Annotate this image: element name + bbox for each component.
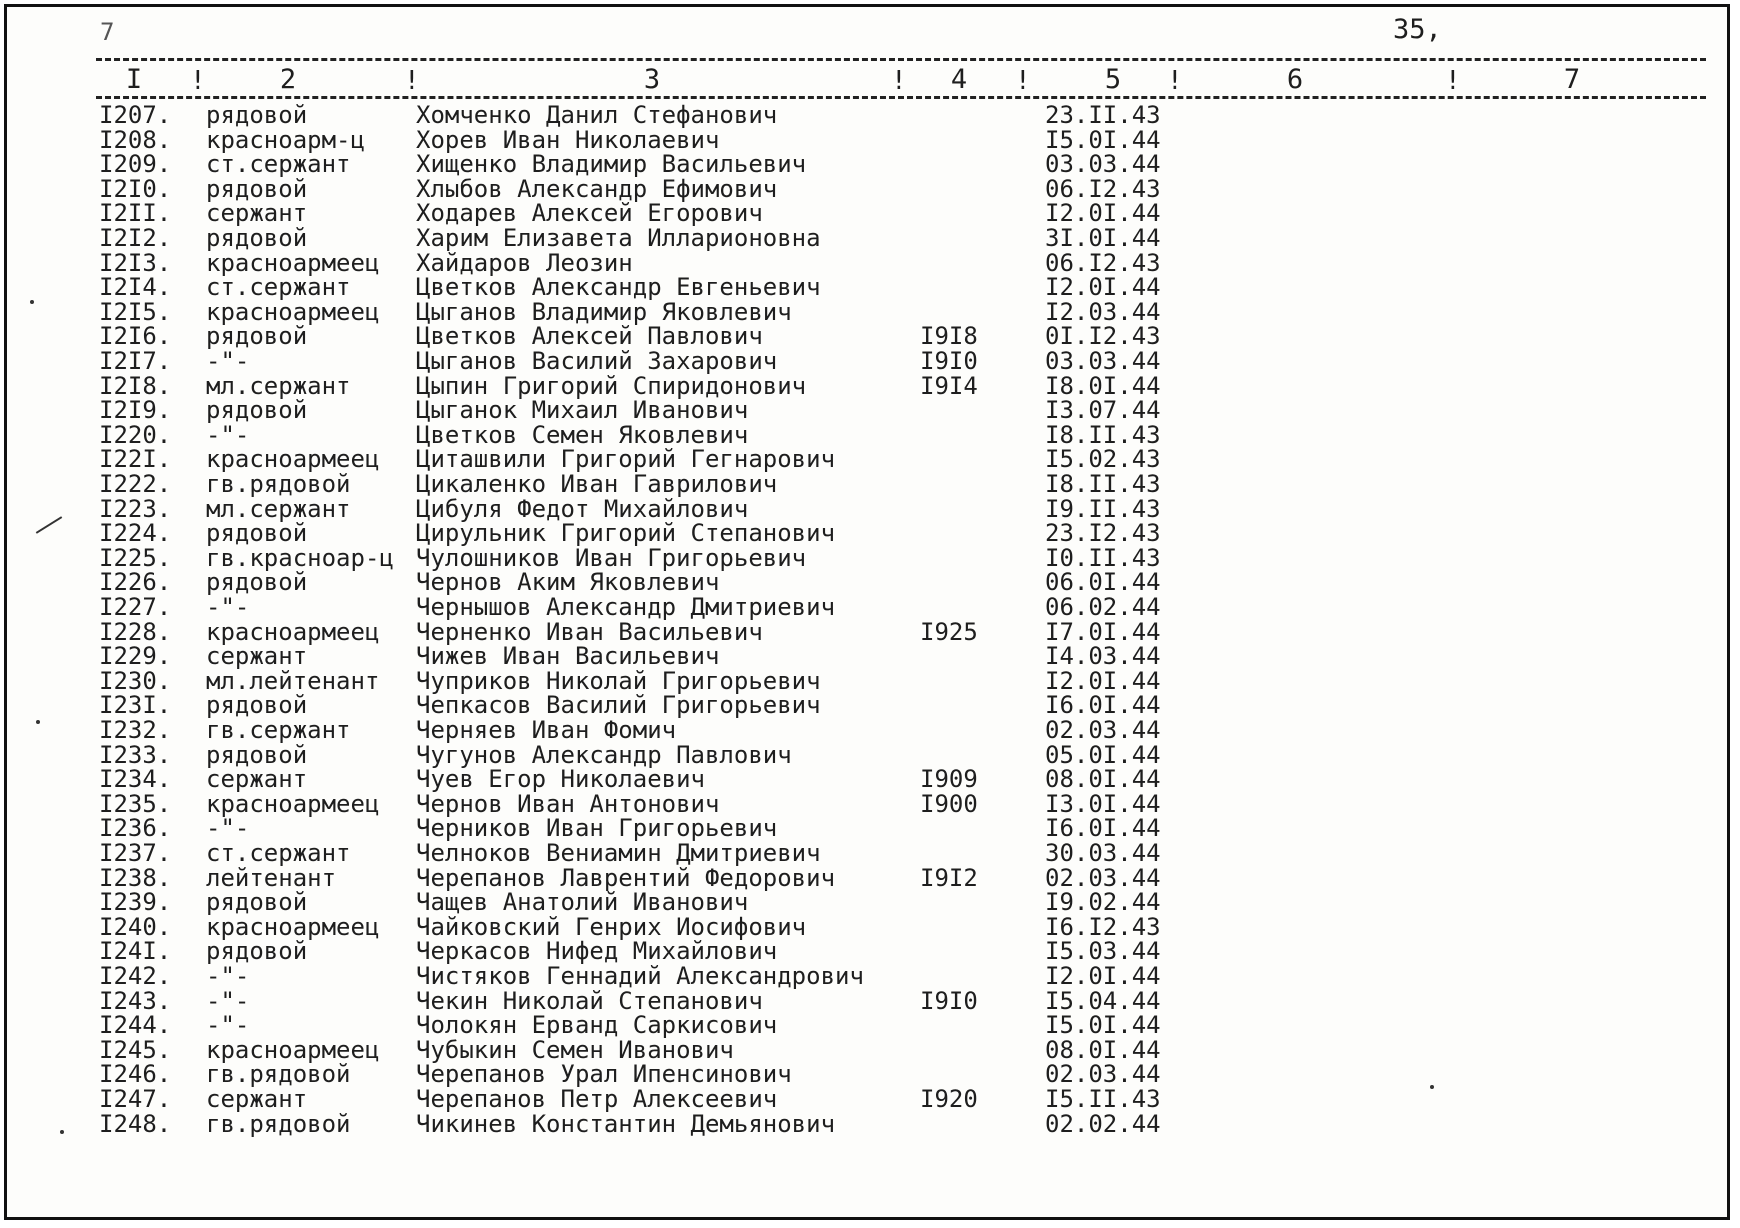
birth-year: I9I4 [920,371,978,400]
full-name: Чуев Егор Николаевич [416,765,705,794]
record-number: I2I9. [99,396,172,425]
record-date: 05.0I.44 [1045,740,1161,769]
paper-speck [1430,1085,1434,1089]
table-row [0,297,1740,326]
full-name: Цыпин Григорий Спиридонович [416,371,807,400]
military-rank: красноармеец [206,789,380,818]
table-row [0,986,1740,1015]
record-date: I3.07.44 [1045,396,1161,425]
header-bottom-rule [96,96,1706,99]
record-date: 03.03.44 [1045,347,1161,375]
birth-year: I920 [920,1085,978,1113]
military-rank: рядовой [206,740,308,769]
military-rank: красноармеец [206,248,380,277]
record-number: I244. [99,1011,172,1040]
full-name: Хищенко Владимир Васильевич [416,150,807,179]
military-rank: сержант [206,765,308,794]
record-number: I233. [99,740,172,769]
military-rank: гв.красноар-ц [206,543,394,572]
military-rank: ст.сержант [206,150,351,179]
record-number: I223. [99,494,172,523]
record-number: I2II. [99,199,172,228]
full-name: Черепанов Урал Ипенсинович [416,1060,792,1089]
military-rank: гв.рядовой [206,1060,351,1089]
full-name: Цветков Семен Яковлевич [416,420,749,449]
table-row [0,617,1740,646]
full-name: Хомченко Данил Стефанович [416,101,778,129]
record-number: I208. [99,125,172,154]
record-number: I235. [99,789,172,818]
full-name: Цибуля Федот Михайлович [416,494,749,523]
record-date: 06.I2.43 [1045,248,1161,277]
record-number: I2I4. [99,273,172,302]
full-name: Челноков Вениамин Дмитриевич [416,839,821,867]
military-rank: -"- [206,814,250,843]
full-name: Хорев Иван Николаевич [416,125,720,154]
table-row [0,595,1740,620]
record-number: I245. [99,1035,172,1064]
record-date: I2.0I.44 [1045,273,1161,302]
record-number: I237. [99,839,172,867]
paper-speck [60,1130,64,1134]
full-name: Чугунов Александр Павлович [416,740,792,769]
full-name: Чащев Анатолий Иванович [416,888,749,917]
record-date: I9.02.44 [1045,888,1161,917]
record-number: I2I5. [99,297,172,326]
table-row [0,349,1740,374]
paper-speck [30,300,34,304]
military-rank: гв.рядовой [206,470,351,498]
birth-year: I909 [920,765,978,794]
table-row [0,543,1740,572]
full-name: Цветков Александр Евгеньевич [416,273,821,302]
record-date: I5.03.44 [1045,937,1161,966]
table-row [0,174,1740,203]
record-date: I6.0I.44 [1045,814,1161,843]
record-date: I8.II.43 [1045,470,1161,498]
table-row [0,248,1740,277]
record-number: I234. [99,765,172,794]
record-number: I207. [99,101,172,129]
full-name: Чикинев Константин Демьянович [416,1109,836,1138]
military-rank: рядовой [206,519,308,548]
table-row [0,718,1740,743]
full-name: Харим Елизавета Илларионовна [416,224,821,252]
full-name: Цикаленко Иван Гаврилович [416,470,778,498]
record-number: I238. [99,863,172,892]
record-date: 23.II.43 [1045,101,1161,129]
military-rank: сержант [206,642,308,671]
military-rank: рядовой [206,174,308,203]
record-number: I242. [99,962,172,990]
military-rank: -"- [206,420,250,449]
record-date: 02.03.44 [1045,863,1161,892]
column-header-4: 4 [950,64,968,95]
record-date: I5.0I.44 [1045,125,1161,154]
birth-year: I900 [920,789,978,818]
column-separator: ! [404,66,420,96]
record-number: I2I8. [99,371,172,400]
column-separator: ! [891,66,907,96]
full-name: Черепанов Лаврентий Федорович [416,863,836,892]
table-row [0,494,1740,523]
record-date: I4.03.44 [1045,642,1161,671]
military-rank: лейтенант [206,863,337,892]
table-row [0,666,1740,695]
record-date: I3.0I.44 [1045,789,1161,818]
column-separator: ! [1015,66,1031,96]
column-header-7: 7 [1563,64,1581,95]
table-row [0,125,1740,154]
column-separator: ! [1445,66,1461,96]
table-row [0,939,1740,964]
military-rank: рядовой [206,322,308,351]
record-number: I2I6. [99,322,172,351]
table-row [0,570,1740,595]
military-rank: рядовой [206,691,308,720]
record-number: I226. [99,568,172,597]
table-row [0,816,1740,841]
military-rank: -"- [206,962,250,990]
record-number: I2I7. [99,347,172,375]
table-row [0,226,1740,251]
record-number: I24I. [99,937,172,966]
record-number: I2I3. [99,248,172,277]
military-rank: красноармеец [206,297,380,326]
table-row [0,1062,1740,1087]
military-rank: -"- [206,347,250,375]
record-date: 0I.I2.43 [1045,322,1161,351]
full-name: Чайковский Генрих Иосифович [416,912,807,941]
full-name: Циташвили Григорий Гегнарович [416,445,836,474]
record-number: I2I0. [99,174,172,203]
record-date: I6.0I.44 [1045,691,1161,720]
record-date: 02.03.44 [1045,1060,1161,1089]
table-row [0,912,1740,941]
record-number: I240. [99,912,172,941]
record-date: I2.03.44 [1045,297,1161,326]
military-rank: красноармеец [206,617,380,646]
full-name: Чернышов Александр Дмитриевич [416,593,836,621]
column-separator: ! [190,66,206,96]
table-row [0,420,1740,449]
record-date: 23.I2.43 [1045,519,1161,548]
record-date: I5.II.43 [1045,1085,1161,1113]
column-header-5: 5 [1104,64,1122,95]
column-separator: ! [1167,66,1183,96]
birth-year: I9I8 [920,322,978,351]
table-row [0,841,1740,866]
record-date: I0.II.43 [1045,543,1161,572]
record-date: I5.04.44 [1045,986,1161,1015]
full-name: Чолокян Ерванд Саркисович [416,1011,778,1040]
record-date: 06.02.44 [1045,593,1161,621]
record-number: I247. [99,1085,172,1113]
full-name: Черняев Иван Фомич [416,716,677,744]
military-rank: рядовой [206,568,308,597]
record-date: I9.II.43 [1045,494,1161,523]
column-header-6: 6 [1286,64,1304,95]
birth-year: I9I2 [920,863,978,892]
record-number: I227. [99,593,172,621]
full-name: Цыганов Владимир Яковлевич [416,297,792,326]
military-rank: -"- [206,593,250,621]
military-rank: гв.рядовой [206,1109,351,1138]
table-row [0,103,1740,128]
full-name: Чулошников Иван Григорьевич [416,543,807,572]
full-name: Черников Иван Григорьевич [416,814,778,843]
military-rank: сержант [206,1085,308,1113]
full-name: Черепанов Петр Алексеевич [416,1085,778,1113]
military-rank: -"- [206,1011,250,1040]
record-date: I5.0I.44 [1045,1011,1161,1040]
table-row [0,1109,1740,1138]
record-date: I6.I2.43 [1045,912,1161,941]
record-date: I8.0I.44 [1045,371,1161,400]
military-rank: рядовой [206,396,308,425]
table-row [0,447,1740,472]
page-number: 35, [1393,14,1442,45]
full-name: Чижев Иван Васильевич [416,642,720,671]
table-row [0,201,1740,226]
record-number: I232. [99,716,172,744]
full-name: Чуприков Николай Григорьевич [416,666,821,695]
header-top-rule [96,58,1706,61]
record-number: I220. [99,420,172,449]
table-row [0,324,1740,349]
table-row [0,521,1740,546]
table-row [0,275,1740,300]
full-name: Чепкасов Василий Григорьевич [416,691,821,720]
record-number: I23I. [99,691,172,720]
table-row [0,371,1740,400]
full-name: Черкасов Нифед Михайлович [416,937,778,966]
table-row [0,644,1740,669]
record-date: I7.0I.44 [1045,617,1161,646]
military-rank: мл.лейтенант [206,666,380,695]
column-header-1: I [125,64,143,95]
column-header-3: 3 [643,64,661,95]
record-number: I236. [99,814,172,843]
military-rank: рядовой [206,101,308,129]
military-rank: -"- [206,986,250,1015]
military-rank: красноармеец [206,912,380,941]
full-name: Ходарев Алексей Егорович [416,199,763,228]
record-number: I209. [99,150,172,179]
full-name: Черненко Иван Васильевич [416,617,763,646]
military-rank: сержант [206,199,308,228]
full-name: Хлыбов Александр Ефимович [416,174,778,203]
military-rank: рядовой [206,937,308,966]
table-row [0,472,1740,497]
table-row [0,1013,1740,1038]
column-header-2: 2 [279,64,297,95]
record-date: 08.0I.44 [1045,1035,1161,1064]
military-rank: ст.сержант [206,273,351,302]
record-date: I8.II.43 [1045,420,1161,449]
table-row [0,863,1740,892]
record-date: 02.02.44 [1045,1109,1161,1138]
table-row [0,740,1740,769]
record-date: I2.0I.44 [1045,199,1161,228]
full-name: Чернов Иван Антонович [416,789,720,818]
birth-year: I925 [920,617,978,646]
record-number: I243. [99,986,172,1015]
table-row [0,964,1740,989]
record-number: I228. [99,617,172,646]
table-row [0,1087,1740,1112]
military-rank: красноармеец [206,1035,380,1064]
table-row [0,1035,1740,1064]
full-name: Чубыкин Семен Иванович [416,1035,734,1064]
table-row [0,693,1740,718]
record-date: I2.0I.44 [1045,666,1161,695]
table-row [0,890,1740,915]
record-number: I22I. [99,445,172,474]
record-date: I5.02.43 [1045,445,1161,474]
military-rank: красноарм-ц [206,125,365,154]
full-name: Цветков Алексей Павлович [416,322,763,351]
full-name: Цыганок Михаил Иванович [416,396,749,425]
record-date: 3I.0I.44 [1045,224,1161,252]
record-number: I248. [99,1109,172,1138]
record-number: I225. [99,543,172,572]
table-row [0,152,1740,177]
full-name: Чернов Аким Яковлевич [416,568,720,597]
table-row [0,767,1740,792]
record-number: I2I2. [99,224,172,252]
table-row [0,789,1740,818]
full-name: Хайдаров Леозин [416,248,633,277]
record-number: I246. [99,1060,172,1089]
military-rank: мл.сержант [206,371,351,400]
record-date: 02.03.44 [1045,716,1161,744]
record-number: I229. [99,642,172,671]
military-rank: рядовой [206,224,308,252]
paper-speck [36,720,40,724]
record-date: 30.03.44 [1045,839,1161,867]
table-row [0,398,1740,423]
corner-mark: 7 [100,18,115,46]
full-name: Цыганов Василий Захарович [416,347,778,375]
military-rank: гв.сержант [206,716,351,744]
military-rank: рядовой [206,888,308,917]
military-rank: красноармеец [206,445,380,474]
full-name: Цирульник Григорий Степанович [416,519,836,548]
record-date: I2.0I.44 [1045,962,1161,990]
record-number: I222. [99,470,172,498]
record-date: 06.I2.43 [1045,174,1161,203]
military-rank: мл.сержант [206,494,351,523]
record-number: I224. [99,519,172,548]
record-date: 03.03.44 [1045,150,1161,179]
record-date: 06.0I.44 [1045,568,1161,597]
birth-year: I9I0 [920,986,978,1015]
military-rank: ст.сержант [206,839,351,867]
full-name: Чекин Николай Степанович [416,986,763,1015]
birth-year: I9I0 [920,347,978,375]
full-name: Чистяков Геннадий Александрович [416,962,864,990]
record-number: I239. [99,888,172,917]
record-date: 08.0I.44 [1045,765,1161,794]
record-number: I230. [99,666,172,695]
